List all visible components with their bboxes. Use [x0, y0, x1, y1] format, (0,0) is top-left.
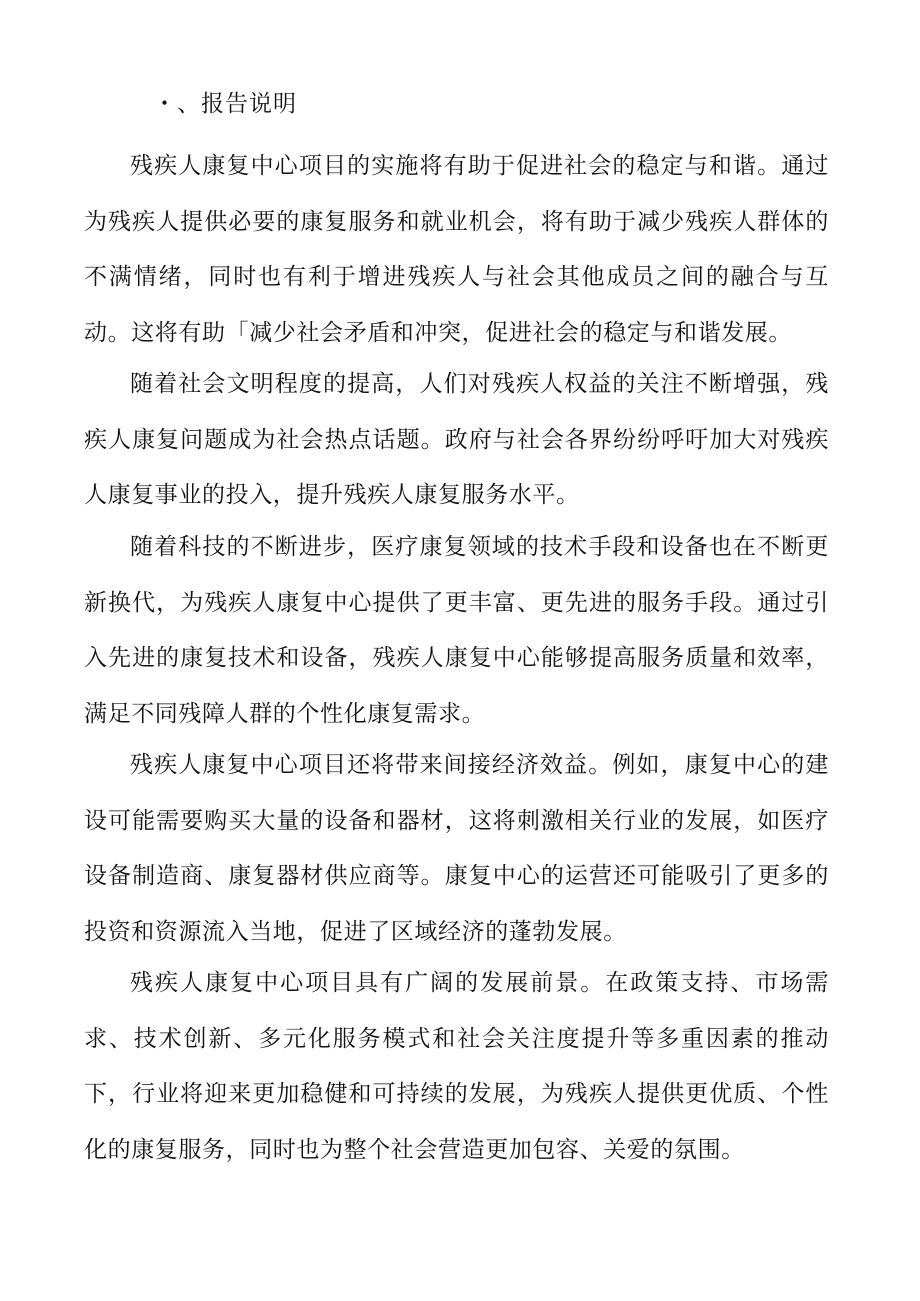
paragraph-4: 残疾人康复中心项目还将带来间接经济效益。例如，康复中心的建设可能需要购买大量的设备和器材，这将刺激相关行业的发展，如医疗设备制造商、康复器材供应商等。康复中心的运营还可能吸引了更多的投资和资源流入当地，促进了区域经济的蓬勃发展。: [84, 752, 829, 945]
paragraph-1: 残疾人康复中心项目的实施将有助于促进社会的稳定与和谐。通过为残疾人提供必要的康复服务和就业机会，将有助于减少残疾人群体的不满情绪，同时也有利于增进残疾人与社会其他成员之间的融合与互动。这将有助「减少社会矛盾和冲突，促进社会的稳定与和谐发展。: [84, 153, 829, 346]
paragraph-5: 残疾人康复中心项目具有广阔的发展前景。在政策支持、市场需求、技术创新、多元化服务模式和社会关注度提升等多重因素的推动下，行业将迎来更加稳健和可持续的发展，为残疾人提供更优质、个性化的康复服务，同时也为整个社会营造更加包容、关爱的氛围。: [84, 970, 829, 1163]
paragraph-3: 随着科技的不断进步，医疗康复领域的技术手段和设备也在不断更新换代，为残疾人康复中心提供了更丰富、更先进的服务手段。通过引入先进的康复技术和设备，残疾人康复中心能够提高服务质量和效率，满足不同残障人群的个性化康复需求。: [84, 534, 829, 727]
section-heading: ・、报告说明: [153, 91, 297, 117]
paragraph-2: 随着社会文明程度的提高，人们对残疾人权益的关注不断增强，残疾人康复问题成为社会热点话题。政府与社会各界纷纷呼吁加大对残疾人康复事业的投入，提升残疾人康复服务水平。: [84, 371, 829, 508]
